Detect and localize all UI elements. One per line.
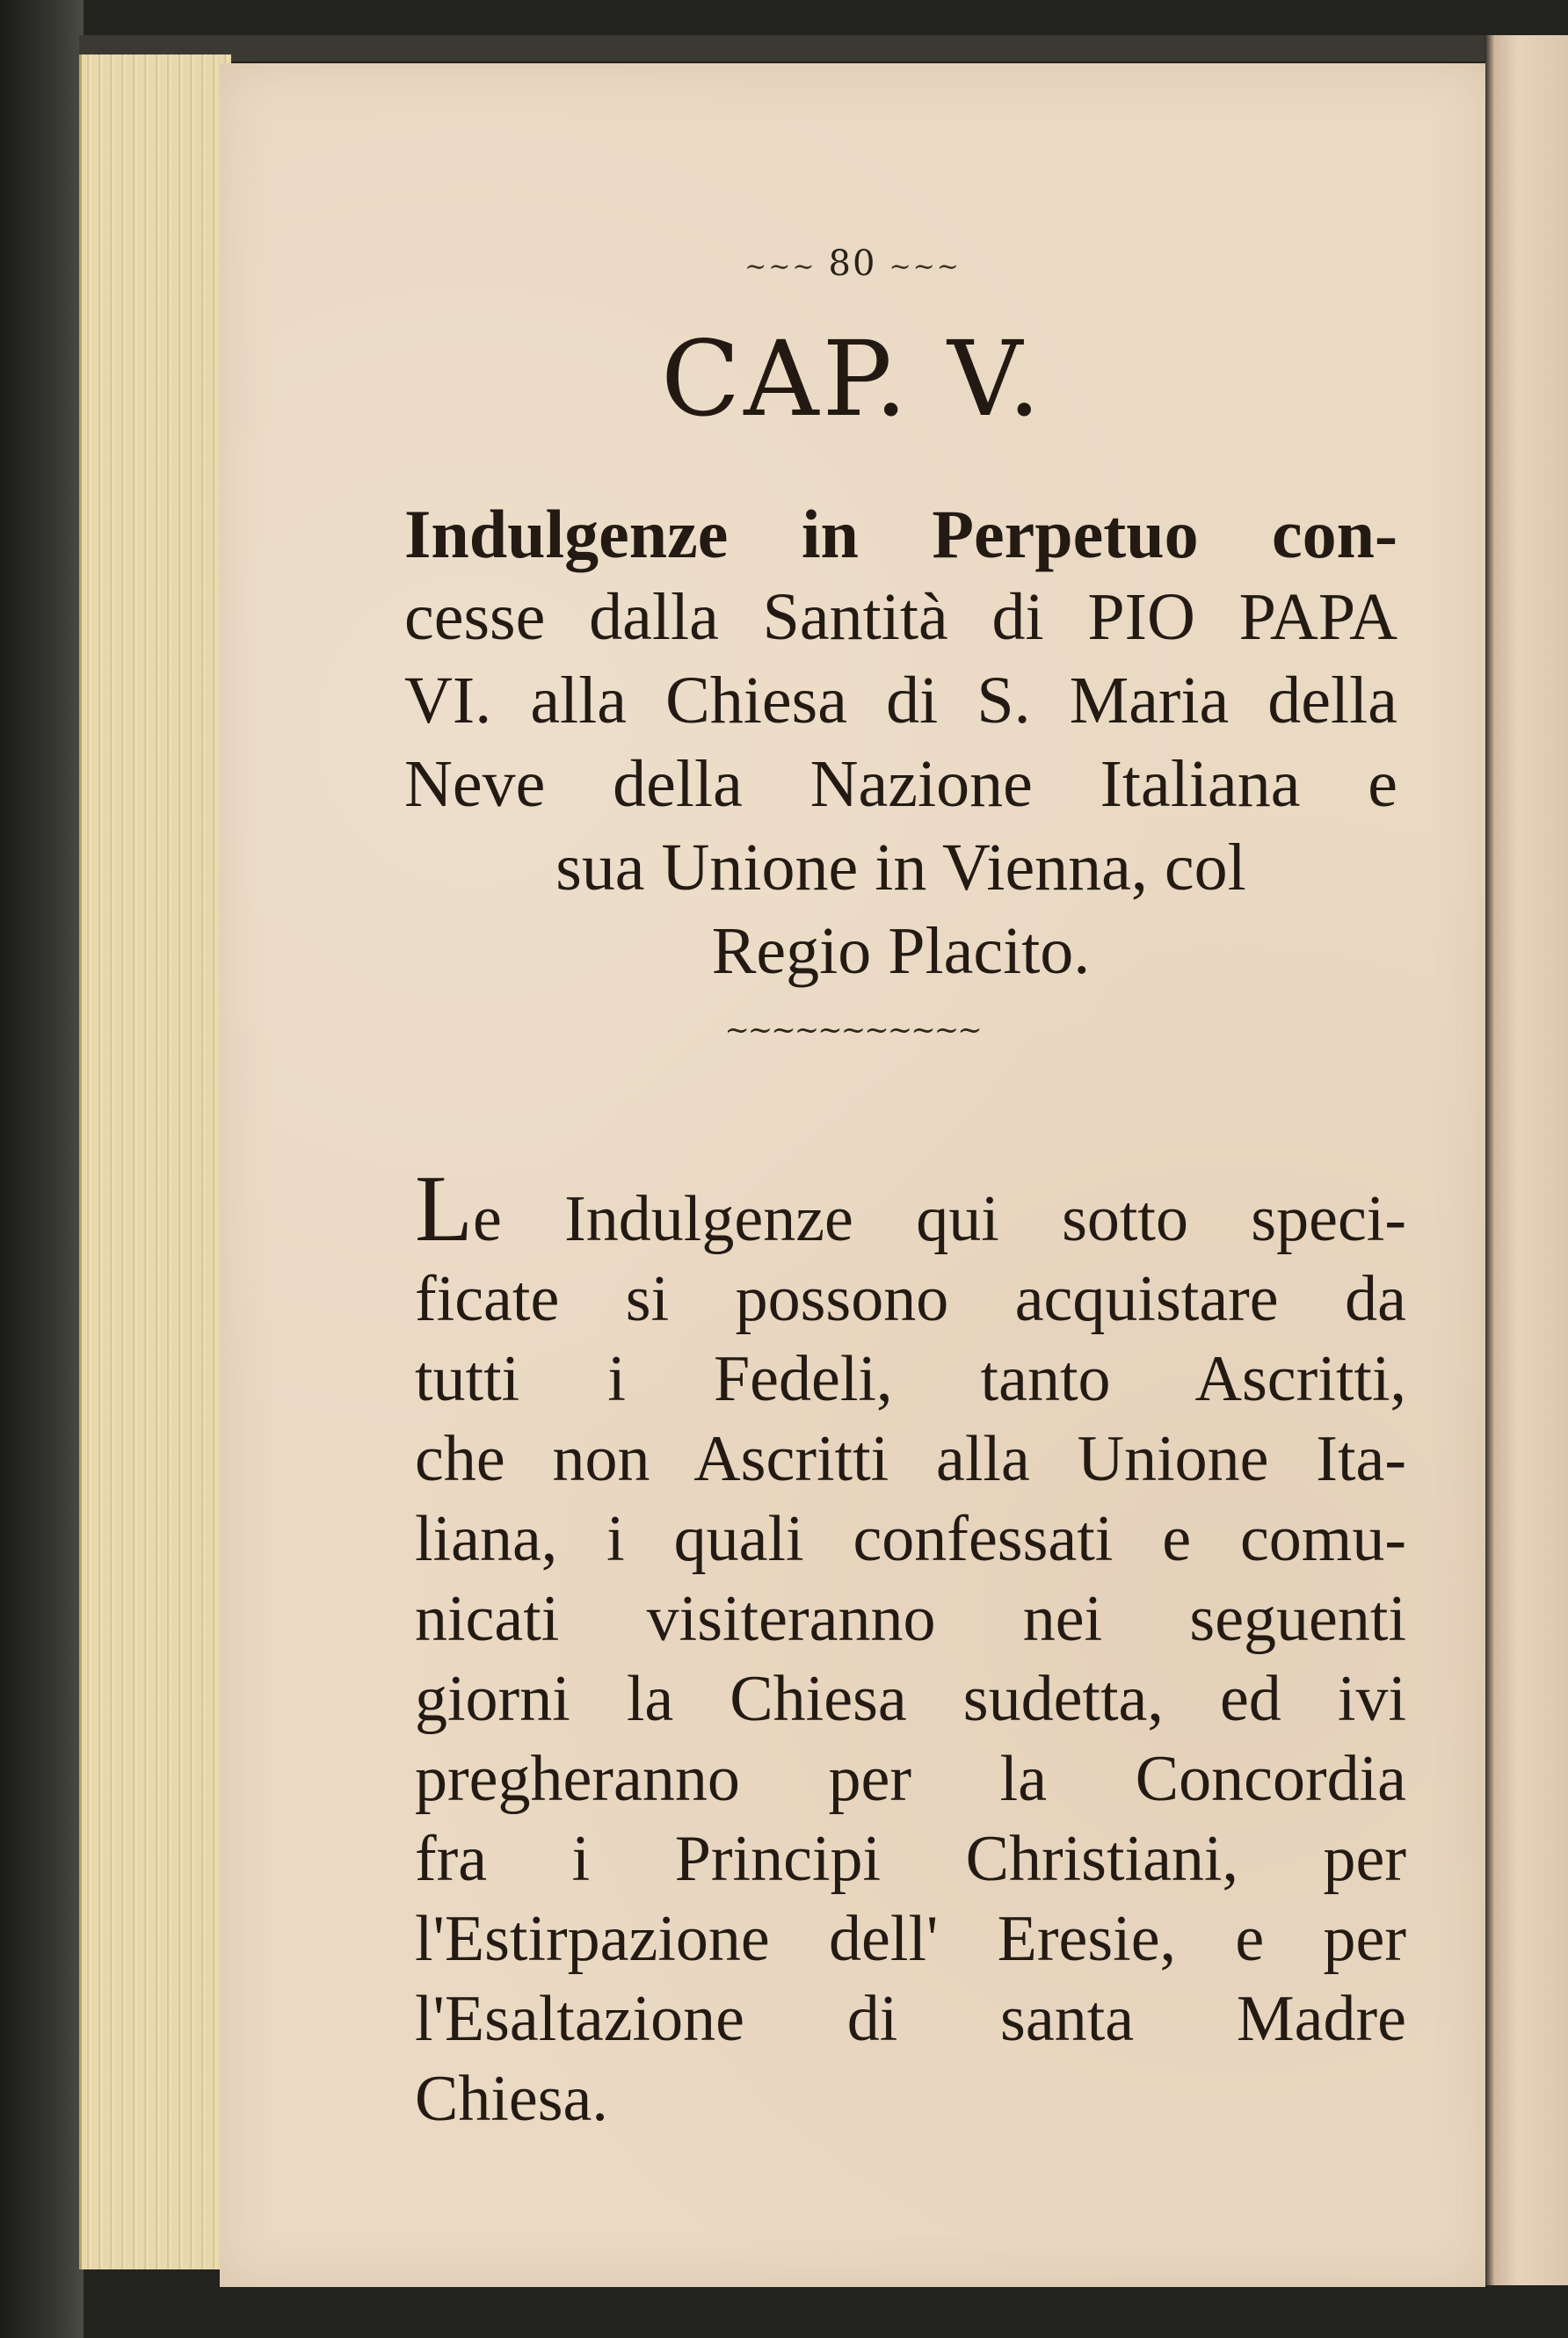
book-page [220, 63, 1485, 2287]
page-number-ornament-left: ~~~ [744, 250, 817, 282]
page-stack-edges [79, 54, 231, 2269]
heading-line: Regio Placito. [711, 914, 1091, 988]
ornamental-rule: ~~~~~~~~~~~ [724, 1013, 981, 1048]
facing-page-edge [1485, 35, 1568, 2285]
heading-line: Indulgenze in Perpetuo con- [404, 496, 1397, 572]
body-line: giorni la Chiesa sudetta, ed ivi [415, 1663, 1406, 1735]
heading-line: sua Unione in Vienna, col [555, 831, 1246, 904]
body-line: che non Ascritti alla Unione Ita- [415, 1423, 1406, 1495]
body-line: liana, i quali confessati e comu- [415, 1503, 1406, 1575]
body-line: fra i Principi Christiani, per [415, 1823, 1406, 1895]
body-line: Chiesa. [415, 2063, 608, 2135]
body-line: tutti i Fedeli, tanto Ascritti, [415, 1343, 1406, 1415]
body-line: l'Estirpazione dell' Eresie, e per [415, 1903, 1406, 1975]
body-paragraph [415, 1157, 1406, 2139]
body-line: pregheranno per la Concordia [415, 1743, 1406, 1815]
body-line: ficate si possono acquistare da [415, 1263, 1406, 1335]
body-first-line-text: e Indulgenze qui sotto speci- [472, 1183, 1406, 1255]
heading-line: Neve della Nazione Italiana e [404, 747, 1397, 821]
heading-line: VI. alla Chiesa di S. Maria della [404, 664, 1397, 737]
page-number [220, 243, 1485, 284]
chapter-heading [404, 492, 1397, 993]
page-top-shadow [79, 35, 1521, 62]
heading-line: cesse dalla Santità di PIO PAPA [404, 580, 1397, 654]
page-number-ornament-right: ~~~ [889, 250, 961, 282]
body-line: nicati visiteranno nei seguenti [415, 1583, 1406, 1655]
page-number-value: 80 [828, 243, 877, 284]
chapter-title: CAP. V. [660, 318, 1045, 439]
book-cover-edge [0, 0, 83, 2338]
body-line: l'Esaltazione di santa Madre [415, 1983, 1406, 2055]
drop-initial: L [415, 1157, 473, 1261]
body-line [415, 1157, 1406, 1261]
